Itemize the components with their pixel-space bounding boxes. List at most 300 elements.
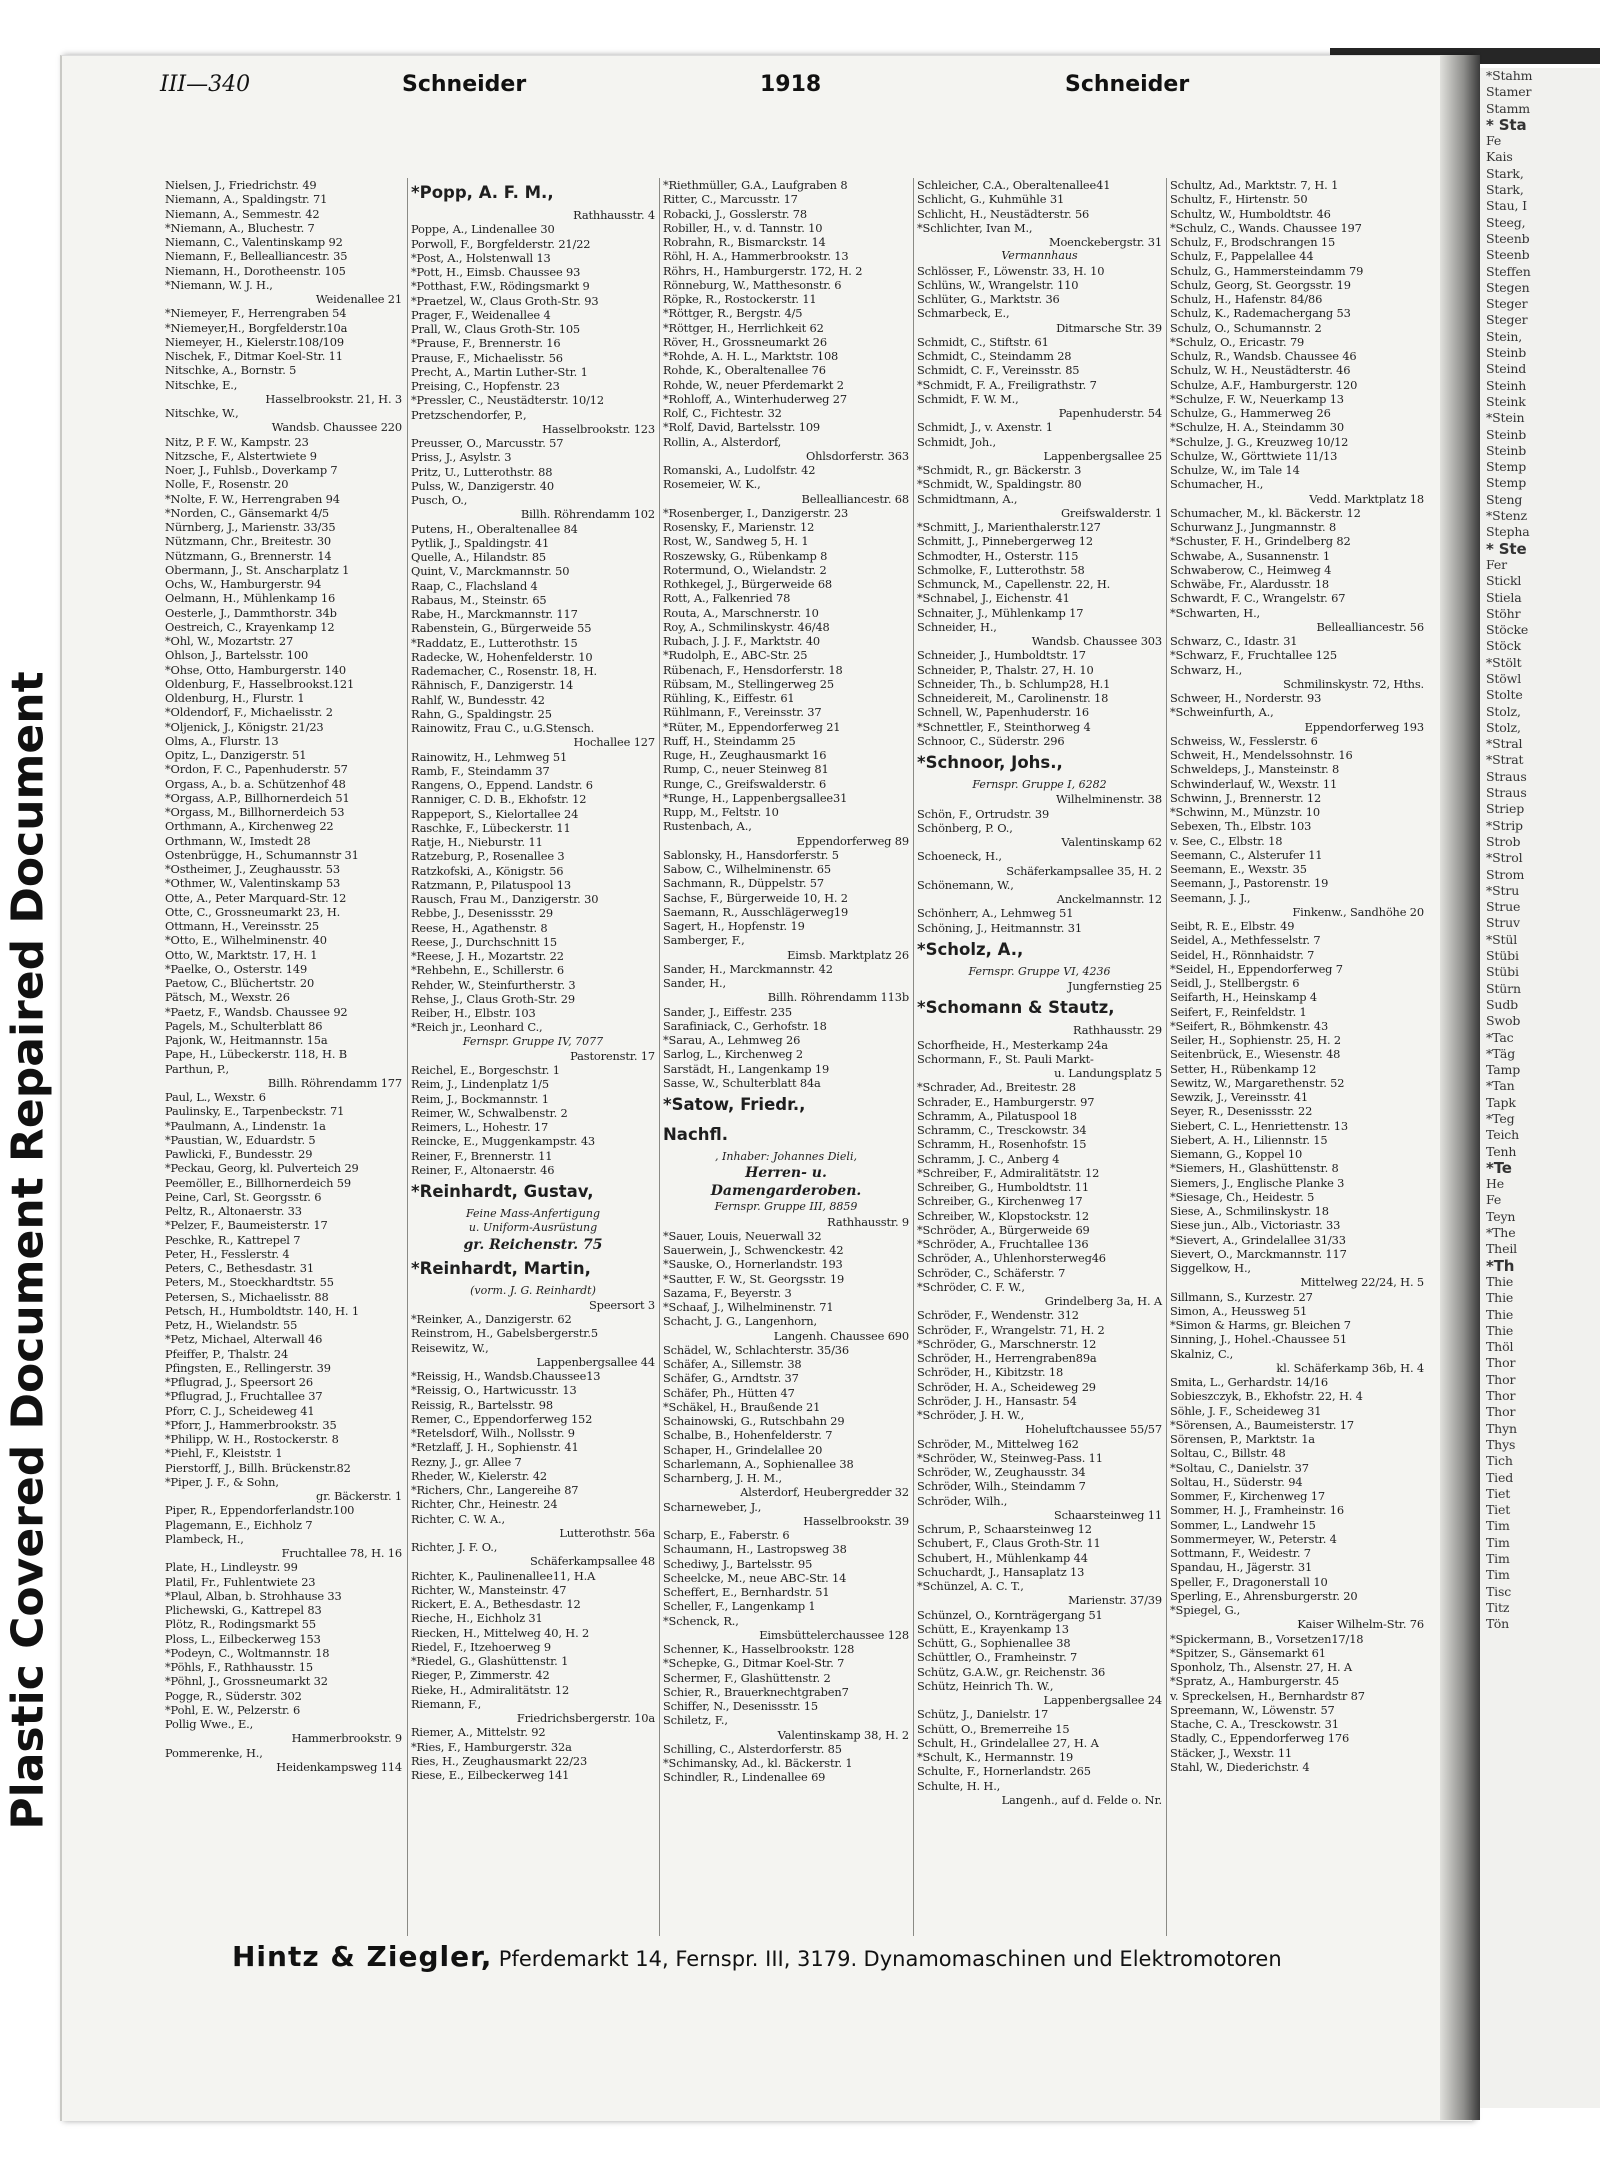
entry-line: *Nolte, F. W., Herrengraben 94 [165, 491, 340, 506]
entry-line: Plagemann, E., Eichholz 7 [165, 1517, 313, 1532]
entry-line: Rotermund, O., Wielandstr. 2 [663, 562, 827, 577]
next-page-line: Stolz, [1486, 703, 1521, 719]
entry-line: Peters, M., Stoeckhardtstr. 55 [165, 1275, 334, 1290]
entry-line: Siggelkow, H., [1170, 1261, 1251, 1275]
entry-line: Rappeport, S., Kielortallee 24 [411, 806, 579, 821]
entry-continuation: Vedd. Marktplatz 18 [1309, 491, 1424, 506]
entry-line: Siebert, A. H., Liliennstr. 15 [1170, 1132, 1328, 1147]
entry-line: Orthmann, W., Imstedt 28 [165, 833, 311, 848]
entry-line: Poppe, A., Lindenallee 30 [411, 222, 555, 237]
running-head-left: Schneider [402, 72, 527, 97]
entry-line: Schoeneck, H., [917, 849, 1002, 864]
entry-line: Röhl, H. A., Hammerbrookstr. 13 [663, 249, 849, 264]
next-page-line: * Ste [1486, 540, 1527, 557]
entry-line: Rustenbach, A., [663, 819, 752, 834]
entry-line: Sommer, H. J., Framheinstr. 16 [1170, 1503, 1345, 1518]
footer-products: Dynamomaschinen und Elektromotoren [863, 1947, 1282, 1971]
entry-line: *Norden, C., Gänsemarkt 4/5 [165, 505, 329, 520]
entry-line: Rollin, A., Alsterdorf, [663, 434, 782, 449]
entry-line: *Rüter, M., Eppendorferweg 21 [663, 719, 841, 734]
entry-continuation: Papenhuderstr. 54 [1058, 406, 1162, 420]
entry-line: Sasse, W., Schulterblatt 84a [663, 1075, 821, 1090]
entry-line: Ochs, W., Hamburgerstr. 94 [165, 577, 322, 591]
entry-line: Schröder, H. A., Scheideweg 29 [917, 1379, 1096, 1394]
entry-line: Rademacher, C., Rosenstr. 18, H. [411, 664, 598, 678]
next-page-line: Fer [1486, 556, 1507, 572]
next-page-line: Theil [1486, 1241, 1518, 1257]
entry-line: Sommer, L., Landwehr 15 [1170, 1517, 1316, 1532]
entry-line: Schröder, A., Uhlenhorsterweg46 [917, 1251, 1106, 1266]
entry-line: *Rohloff, A., Winterhuderweg 27 [663, 391, 847, 406]
entry-line: Scheffert, E., Bernhardstr. 51 [663, 1585, 830, 1599]
entry-continuation: Schäferkampsallee 35, H. 2 [1006, 863, 1162, 878]
entry-line: Reim, J., Bockmannstr. 1 [411, 1091, 549, 1106]
entry-continuation: Bellealliancestr. 56 [1316, 619, 1424, 634]
entry-line: *Otto, E., Wilhelminenstr. 40 [165, 933, 327, 948]
next-page-line: Swob [1486, 1013, 1521, 1029]
entry-line: Pajonk, W., Heitmannstr. 15a [165, 1033, 328, 1047]
next-page-line: *Stein [1486, 410, 1525, 426]
next-page-line: Stürn [1486, 980, 1521, 996]
next-page-line: Tiet [1486, 1485, 1511, 1501]
entry-line: Schier, R., Brauerknechtgraben7 [663, 1684, 849, 1699]
entry-line: Sagert, H., Hopfenstr. 19 [663, 919, 805, 933]
entry-line: Skalniz, C., [1170, 1346, 1234, 1361]
entry-line: *Röttger, H., Herrlichkeit 62 [663, 320, 824, 335]
entry-line: Peltz, R., Altonaerstr. 33 [165, 1204, 302, 1218]
entry-continuation: u. Landungsplatz 5 [1054, 1066, 1162, 1080]
entry-line: Schulz, W. H., Neustädterstr. 46 [1170, 363, 1351, 378]
entry-continuation: Schaarsteinweg 11 [1053, 1507, 1162, 1522]
entry-line: Schulze, A.F., Hamburgerstr. 120 [1170, 377, 1358, 392]
next-page-line: *Stenz [1486, 508, 1527, 524]
entry-line: Otte, C., Grossneumarkt 23, H. [165, 904, 341, 919]
entry-line: Schlicht, H., Neustädterstr. 56 [917, 206, 1090, 221]
entry-line: Seemann, J. J., [1170, 890, 1251, 905]
entry-line: Schnell, W., Papenhuderstr. 16 [917, 705, 1090, 720]
firm-heading: *Reinhardt, Gustav, [411, 1182, 594, 1201]
next-page-line: Stamer [1486, 84, 1532, 100]
entry-continuation: Billh. Röhrendamm 113b [767, 990, 909, 1005]
entry-line: Sazama, F., Beyerstr. 3 [663, 1285, 792, 1300]
column-4 [913, 178, 1165, 1936]
entry-line: *Orgass, M., Billhornerdeich 53 [165, 805, 345, 819]
entry-continuation: Hasselbrookstr. 21, H. 3 [265, 391, 402, 406]
entry-line: Schneider, Th., b. Schlump28, H.1 [917, 676, 1111, 691]
entry-line: *Schröder, G., Marschnerstr. 12 [917, 1336, 1097, 1351]
entry-line: Schön, F., Ortrudstr. 39 [917, 806, 1050, 821]
next-page-line: Fe [1486, 133, 1502, 149]
next-page-line: Teich [1486, 1127, 1520, 1143]
entry-line: Siemers, J., Englische Planke 3 [1170, 1175, 1345, 1190]
next-page-line: Struv [1486, 915, 1520, 931]
entry-line: *Sörensen, A., Baumeisterstr. 17 [1170, 1417, 1354, 1432]
entry-line: Schüttler, O., Framheinstr. 7 [917, 1650, 1078, 1665]
entry-line: Priss, J., Asylstr. 3 [411, 450, 512, 465]
next-page-line: Thie [1486, 1306, 1514, 1322]
entry-line: Schmidt, C., Steindamm 28 [917, 349, 1072, 363]
entry-line: *Reinker, A., Danzigerstr. 62 [411, 1312, 572, 1326]
entry-continuation: Friedrichsbergerstr. 10a [516, 1711, 655, 1725]
entry-line: Rohde, W., neuer Pferdemarkt 2 [663, 377, 844, 392]
next-page-line: Steink [1486, 393, 1526, 409]
entry-line: Schultz, F., Hirtenstr. 50 [1170, 192, 1308, 207]
side-label-strip [0, 560, 56, 1940]
entry-line: Rosensky, F., Marienstr. 12 [663, 520, 815, 534]
entry-line: Rosemeier, W. K., [663, 477, 761, 492]
next-page-line: *Teg [1486, 1111, 1515, 1126]
entry-line: *Ostheimer, J., Zeughausstr. 53 [165, 862, 340, 876]
entry-line: Reese, H., Agathenstr. 8 [411, 920, 548, 935]
entry-line: *Siesage, Ch., Heidestr. 5 [1170, 1189, 1315, 1204]
entry-line: Raschke, F., Lübeckerstr. 11 [411, 820, 571, 835]
entry-continuation: Bellealliancestr. 68 [801, 491, 909, 506]
entry-line: *Philipp, W. H., Rostockerstr. 8 [165, 1432, 339, 1446]
entry-line: Reiner, F., Brennerstr. 11 [411, 1148, 553, 1163]
firm-subline: Fernspr. Gruppe IV, 7077 [462, 1034, 604, 1048]
entry-line: Schönherr, A., Lehmweg 51 [917, 906, 1074, 921]
entry-line: Stadly, C., Eppendorferweg 176 [1170, 1731, 1350, 1746]
entry-line: *Pforr, J., Hammerbrookstr. 35 [165, 1417, 337, 1432]
entry-line: Pommerenke, H., [165, 1745, 263, 1760]
entry-line: Reimers, L., Hohestr. 17 [411, 1120, 549, 1134]
entry-line: Rabenstein, G., Bürgerweide 55 [411, 621, 592, 636]
entry-line: *Orgass, A.P., Billhornerdeich 51 [165, 790, 350, 805]
entry-line: Saemann, R., Ausschlägerweg19 [663, 904, 849, 919]
entry-line: *Schröder, A., Fruchtallee 136 [917, 1237, 1089, 1251]
entry-line: Pollig Wwe., E., [165, 1717, 254, 1731]
entry-line: Otto, W., Marktstr. 17, H. 1 [165, 947, 318, 962]
entry-line: Putens, H., Oberaltenallee 84 [411, 521, 578, 536]
entry-line: Pforr, C. J., Scheideweg 41 [165, 1403, 315, 1418]
page-number: III—340 [160, 72, 251, 97]
entry-line: Ramb, F., Steindamm 37 [411, 763, 550, 778]
entry-line: Schröder, M., Mittelweg 162 [917, 1436, 1079, 1451]
entry-line: Reisewitz, W., [411, 1340, 489, 1355]
next-page-line: Steinb [1486, 345, 1527, 361]
entry-continuation: Hochallee 127 [573, 735, 655, 750]
entry-line: *Othmer, W., Valentinskamp 53 [165, 876, 341, 891]
entry-line: Rohde, K., Oberaltenallee 76 [663, 363, 826, 378]
entry-line: Rabe, H., Marckmannstr. 117 [411, 607, 578, 621]
entry-line: Schulz, G., Hammersteindamm 79 [1170, 263, 1364, 278]
entry-line: Schneider, H., [917, 619, 997, 634]
next-page-line: *Täg [1486, 1045, 1516, 1061]
entry-line: Pogge, R., Süderstr. 302 [165, 1688, 302, 1703]
entry-line: Plötz, R., Rodingsmarkt 55 [165, 1617, 316, 1632]
entry-line: *Pelzer, F., Baumeisterstr. 17 [165, 1218, 328, 1233]
next-page-line: Thyn [1486, 1420, 1517, 1436]
entry-line: Nitschke, E., [165, 377, 238, 392]
entry-line: Schmidt, J., v. Axenstr. 1 [917, 420, 1053, 435]
entry-line: Seidel, A., Methfesselstr. 7 [1170, 933, 1321, 948]
entry-line: Schormann, F., St. Pauli Markt- [917, 1051, 1094, 1066]
entry-continuation: Lutterothstr. 56a [559, 1525, 655, 1540]
entry-continuation: Eppendorferweg 193 [1304, 719, 1424, 734]
entry-line: *Paustian, W., Eduardstr. 5 [165, 1132, 316, 1147]
entry-line: Sörensen, P., Marktstr. 1a [1170, 1432, 1315, 1446]
entry-line: Rieger, P., Zimmerstr. 42 [411, 1668, 550, 1683]
entry-line: Sebexen, Th., Elbstr. 103 [1170, 819, 1312, 834]
next-page-line: *Stahm [1486, 68, 1533, 83]
entry-line: *Niemeyer, F., Herrengraben 54 [165, 306, 347, 321]
entry-line: *Niemann, W. J. H., [165, 277, 273, 292]
entry-line: Schröder, Wilh., Steindamm 7 [917, 1479, 1086, 1494]
entry-line: Söhle, J. F., Scheideweg 31 [1170, 1403, 1322, 1418]
entry-line: Rähnisch, F., Danzigerstr. 14 [411, 678, 574, 693]
entry-line: Seidl, J., Stellbergstr. 6 [1170, 976, 1300, 990]
entry-line: Schütz, Heinrich Th. W., [917, 1678, 1054, 1693]
entry-line: Paul, L., Wexstr. 6 [165, 1090, 266, 1104]
entry-line: Niemann, A., Semmestr. 42 [165, 206, 320, 221]
entry-line: Plate, H., Lindleystr. 99 [165, 1560, 298, 1575]
entry-line: Schulte, H. H., [917, 1778, 1001, 1793]
next-page-line: Steffen [1486, 263, 1531, 279]
entry-continuation: Rathhausstr. 4 [573, 208, 655, 222]
entry-line: Ratzmann, P., Pilatuspool 13 [411, 877, 571, 892]
entry-line: Smita, L., Gerhardstr. 14/16 [1170, 1375, 1328, 1389]
entry-continuation: Billh. Röhrendamm 177 [267, 1075, 402, 1090]
entry-line: Schädel, W., Schlachterstr. 35/36 [663, 1342, 849, 1357]
entry-line: Schulze, G., Hammerweg 26 [1170, 406, 1331, 420]
next-page-line: *Strat [1486, 752, 1524, 768]
entry-continuation: Grindelberg 3a, H. A [1044, 1294, 1162, 1308]
entry-line: *Paelke, O., Osterstr. 149 [165, 961, 308, 976]
entry-line: Rehder, W., Steinfurtherstr. 3 [411, 977, 576, 992]
next-page-line: Stöhr [1486, 605, 1521, 621]
next-page-edge [1480, 68, 1600, 2108]
entry-line: Ratje, H., Nieburstr. 11 [411, 835, 543, 849]
entry-line: *Pöhnl, J., Grossneumarkt 32 [165, 1674, 328, 1689]
entry-line: Sperling, E., Ahrensburgerstr. 20 [1170, 1588, 1358, 1603]
entry-line: *Schulz, O., Ericastr. 79 [1170, 334, 1305, 349]
entry-continuation: Weidenallee 21 [315, 292, 402, 306]
entry-line: *Sievert, A., Grindelallee 31/33 [1170, 1232, 1346, 1247]
footer-address: Pferdemarkt 14, Fernspr. III, 3179. [498, 1947, 858, 1971]
entry-line: *Schäkel, H., Braußende 21 [663, 1399, 821, 1414]
next-page-line: Stöck [1486, 638, 1521, 654]
entry-continuation: Hasselbrookstr. 123 [542, 421, 655, 436]
entry-line: Schulze, W., im Tale 14 [1170, 463, 1300, 477]
entry-line: Schöning, J., Heitmannstr. 31 [917, 920, 1082, 935]
entry-line: Nitz, P. F. W., Kampstr. 23 [165, 434, 309, 449]
entry-line: Schäfer, G., Arndtstr. 37 [663, 1371, 799, 1386]
entry-line: Nützmann, G., Brennerstr. 14 [165, 548, 332, 563]
entry-continuation: Eimsbüttelerchaussee 128 [759, 1627, 909, 1642]
entry-line: Niemann, H., Dorotheenstr. 105 [165, 263, 346, 278]
entry-line: Obermann, J., St. Anscharplatz 1 [165, 562, 350, 577]
entry-line: *Schreiber, F., Admiralitätstr. 12 [917, 1165, 1100, 1180]
next-page-line: Stegen [1486, 279, 1530, 295]
entry-line: *Sauer, Louis, Neuerwall 32 [663, 1228, 822, 1243]
entry-line: Ratzeburg, P., Rosenallee 3 [411, 849, 565, 864]
entry-line: Seiler, H., Sophienstr. 25, H. 2 [1170, 1033, 1342, 1047]
entry-continuation: Moenckebergstr. 31 [1048, 235, 1162, 249]
firm-heading: *Popp, A. F. M., [411, 183, 554, 202]
next-page-line: Steinb [1486, 426, 1527, 442]
entry-line: Peter, H., Fesslerstr. 4 [165, 1246, 290, 1261]
entry-line: Paetow, C., Blüchertstr. 20 [165, 976, 315, 990]
entry-line: Ries, H., Zeughausmarkt 22/23 [411, 1753, 588, 1768]
firm-heading: Nachfl. [663, 1125, 728, 1144]
entry-line: Schröder, Wilh., [917, 1493, 1008, 1508]
entry-line: Schulz, H., Hafenstr. 84/86 [1170, 292, 1323, 306]
entry-line: Pusch, O., [411, 493, 468, 507]
entry-line: *Oldendorf, F., Michaelisstr. 2 [165, 705, 333, 720]
entry-line: Richter, W., Mansteinstr. 47 [411, 1582, 567, 1597]
entry-line: Schlösser, F., Löwenstr. 33, H. 10 [917, 263, 1105, 278]
entry-line: Scharp, E., Faberstr. 6 [663, 1528, 790, 1542]
next-page-line: Stöwl [1486, 670, 1522, 686]
entry-line: *Schulze, H. A., Steindamm 30 [1170, 420, 1344, 435]
entry-line: Seifert, F., Reinfeldstr. 1 [1170, 1004, 1307, 1019]
entry-line: *Schmidt, F. A., Freiligrathstr. 7 [917, 377, 1097, 392]
entry-line: Rönneburg, W., Matthesonstr. 6 [663, 277, 842, 292]
entry-line: Schramm, J. C., Anberg 4 [917, 1151, 1060, 1166]
entry-line: *Sarau, A., Lehmweg 26 [663, 1033, 801, 1047]
entry-line: Olms, A., Flurstr. 13 [165, 733, 279, 748]
column-2 [407, 178, 658, 1936]
next-page-line: Stepha [1486, 524, 1530, 540]
next-page-line: Thie [1486, 1290, 1514, 1306]
next-page-line: Steenb [1486, 247, 1530, 263]
entry-line: Schulz, O., Schumannstr. 2 [1170, 320, 1322, 335]
entry-line: Schütt, G., Sophienallee 38 [917, 1636, 1071, 1650]
entry-line: Schleicher, C.A., Oberaltenallee41 [917, 178, 1111, 192]
entry-line: Schröder, W., Zeughausstr. 34 [917, 1465, 1086, 1479]
next-page-line: Strue [1486, 899, 1521, 915]
firm-address: Damengarderoben. [710, 1183, 862, 1200]
page-fold [1440, 55, 1480, 2120]
entry-line: Pätsch, M., Wexstr. 26 [165, 990, 290, 1005]
entry-continuation: Rathhausstr. 29 [1073, 1023, 1162, 1038]
entry-line: Sander, H., Marckmannstr. 42 [663, 961, 833, 976]
entry-line: Rausch, Frau M., Danzigerstr. 30 [411, 892, 599, 906]
entry-line: Rott, A., Falkenried 78 [663, 591, 791, 606]
entry-line: Schreiber, G., Kirchenweg 17 [917, 1194, 1083, 1209]
entry-line: Riedel, F., Itzehoerweg 9 [411, 1639, 551, 1654]
next-page-line: Stiela [1486, 589, 1522, 605]
next-page-line: Thor [1486, 1371, 1516, 1387]
entry-line: Siemann, G., Koppel 10 [1170, 1147, 1303, 1161]
entry-line: Rühling, K., Eiffestr. 61 [663, 691, 795, 705]
entry-line: *Siemers, H., Glashüttenstr. 8 [1170, 1161, 1339, 1176]
next-page-line: Tenh [1486, 1143, 1517, 1159]
next-page-line: Stemp [1486, 475, 1527, 491]
entry-line: Sarstädt, H., Langenkamp 19 [663, 1061, 830, 1076]
entry-line: Seidel, H., Rönnhaidstr. 7 [1170, 947, 1315, 962]
entry-line: Nielsen, J., Friedrichstr. 49 [165, 178, 317, 192]
entry-line: Sommer, F., Kirchenweg 17 [1170, 1489, 1325, 1503]
entry-line: Seyer, R., Desenissstr. 22 [1170, 1104, 1313, 1119]
entry-line: Schramm, A., Pilatuspool 18 [917, 1108, 1077, 1123]
entry-line: Ohlson, J., Bartelsstr. 100 [165, 648, 309, 663]
next-page-line: Stöcke [1486, 622, 1529, 638]
entry-line: Seemann, E., Wexstr. 35 [1170, 862, 1307, 876]
entry-line: Röver, H., Grossneumarkt 26 [663, 334, 827, 349]
entry-line: Spandau, H., Jägerstr. 31 [1170, 1560, 1313, 1575]
next-page-line: Steng [1486, 491, 1523, 507]
entry-line: Schenner, K., Hasselbrookstr. 128 [663, 1642, 855, 1656]
next-page-line: *Tac [1486, 1029, 1514, 1045]
entry-line: *Seidel, H., Eppendorferweg 7 [1170, 961, 1343, 976]
entry-line: Nürnberg, J., Marienstr. 33/35 [165, 520, 336, 534]
entry-line: Schweiss, W., Fesslerstr. 6 [1170, 733, 1318, 748]
entry-line: *Piehl, F., Kleiststr. 1 [165, 1446, 283, 1461]
entry-line: Riese, E., Eilbeckerweg 141 [411, 1768, 570, 1782]
entry-line: Ratzkofski, A., Königstr. 56 [411, 863, 564, 878]
entry-continuation: Heidenkampsweg 114 [276, 1759, 402, 1774]
entry-line: Reim, J., Lindenplatz 1/5 [411, 1077, 549, 1092]
entry-line: Peschke, R., Kattrepel 7 [165, 1232, 301, 1247]
entry-line: Schröder, H., Herrengraben89a [917, 1351, 1097, 1365]
column-5 [1166, 178, 1427, 1936]
entry-continuation: Mittelweg 22/24, H. 5 [1300, 1275, 1424, 1290]
entry-line: v. See, C., Elbstr. 18 [1170, 833, 1283, 848]
entry-line: Schermer, F., Glashüttenstr. 2 [663, 1670, 831, 1685]
entry-line: Ploss, L., Eilbeckerweg 153 [165, 1631, 321, 1646]
entry-line: Ottmann, H., Vereinsstr. 25 [165, 919, 320, 933]
entry-line: Siese jun., Alb., Victoriastr. 33 [1170, 1218, 1341, 1233]
entry-line: Robrahn, R., Bismarckstr. 14 [663, 235, 826, 249]
entry-line: Schaper, H., Grindelallee 20 [663, 1442, 823, 1457]
entry-line: Schmidtmann, A., [917, 491, 1018, 506]
entry-line: Röhrs, H., Hamburgerstr. 172, H. 2 [663, 263, 863, 278]
entry-line: Schwinderlauf, W., Wexstr. 11 [1170, 776, 1338, 791]
firm-heading: *Schnoor, Johs., [917, 753, 1063, 772]
entry-line: Schmodter, H., Osterstr. 115 [917, 548, 1079, 563]
next-page-line: Stein, [1486, 328, 1523, 344]
entry-line: Schmidt, C., Stiftstr. 61 [917, 334, 1049, 349]
entry-line: *Ohse, Otto, Hamburgerstr. 140 [165, 662, 346, 677]
entry-continuation: Eppendorferweg 89 [796, 833, 909, 848]
entry-line: Oelmann, H., Mühlenkamp 16 [165, 591, 336, 606]
entry-line: *Seifert, R., Böhmkenstr. 43 [1170, 1018, 1329, 1033]
entry-line: *Paulmann, A., Lindenstr. 1a [165, 1118, 326, 1133]
entry-line: *Reese, J. H., Mozartstr. 22 [411, 949, 564, 963]
entry-line: Sauerwein, J., Schwenckestr. 42 [663, 1243, 844, 1257]
entry-line: Schweldeps, J., Mansteinstr. 8 [1170, 762, 1340, 777]
next-page-line: Tied [1486, 1469, 1514, 1485]
entry-line: *Schrader, Ad., Breitestr. 28 [917, 1080, 1076, 1095]
entry-continuation: Wandsb. Chaussee 303 [1031, 634, 1162, 648]
entry-line: *Schulze, F. W., Neuerkamp 13 [1170, 391, 1344, 406]
entry-line: Reincke, E., Muggenkampstr. 43 [411, 1134, 596, 1149]
next-page-line: Teyn [1486, 1208, 1516, 1224]
next-page-line: Tisc [1486, 1583, 1512, 1599]
entry-line: *Schmidt, R., gr. Bäckerstr. 3 [917, 463, 1082, 477]
entry-line: Porwoll, F., Borgfelderstr. 21/22 [411, 236, 591, 251]
entry-line: Rieche, H., Eichholz 31 [411, 1611, 543, 1626]
entry-line: Schalbe, B., Hohenfelderstr. 7 [663, 1428, 833, 1443]
entry-line: Stäcker, J., Wexstr. 11 [1170, 1745, 1293, 1760]
entry-line: Reinstrom, H., Gabelsbergerstr.5 [411, 1326, 598, 1341]
entry-line: *Schuster, F. H., Grindelberg 82 [1170, 534, 1351, 549]
entry-line: *Schulze, J. G., Kreuzweg 10/12 [1170, 434, 1349, 449]
firm-address: Herren- u. [745, 1165, 827, 1182]
entry-line: Rump, C., neuer Steinweg 81 [663, 762, 829, 777]
entry-line: Nolle, F., Rosenstr. 20 [165, 477, 289, 492]
entry-line: Peine, Carl, St. Georgsstr. 6 [165, 1189, 322, 1204]
entry-line: Plichewski, G., Kattrepel 83 [165, 1603, 322, 1617]
entry-line: Schweer, H., Norderstr. 93 [1170, 691, 1322, 705]
entry-line: Riemer, A., Mittelstr. 92 [411, 1725, 546, 1740]
next-page-line: Stark, [1486, 182, 1524, 198]
entry-line: Schramm, C., Tresckowstr. 34 [917, 1123, 1087, 1137]
entry-line: Röpke, R., Rostockerstr. 11 [663, 292, 817, 306]
firm-subline: Fernspr. Gruppe III, 8859 [714, 1200, 858, 1214]
entry-line: Sommermeyer, W., Peterstr. 4 [1170, 1531, 1337, 1546]
